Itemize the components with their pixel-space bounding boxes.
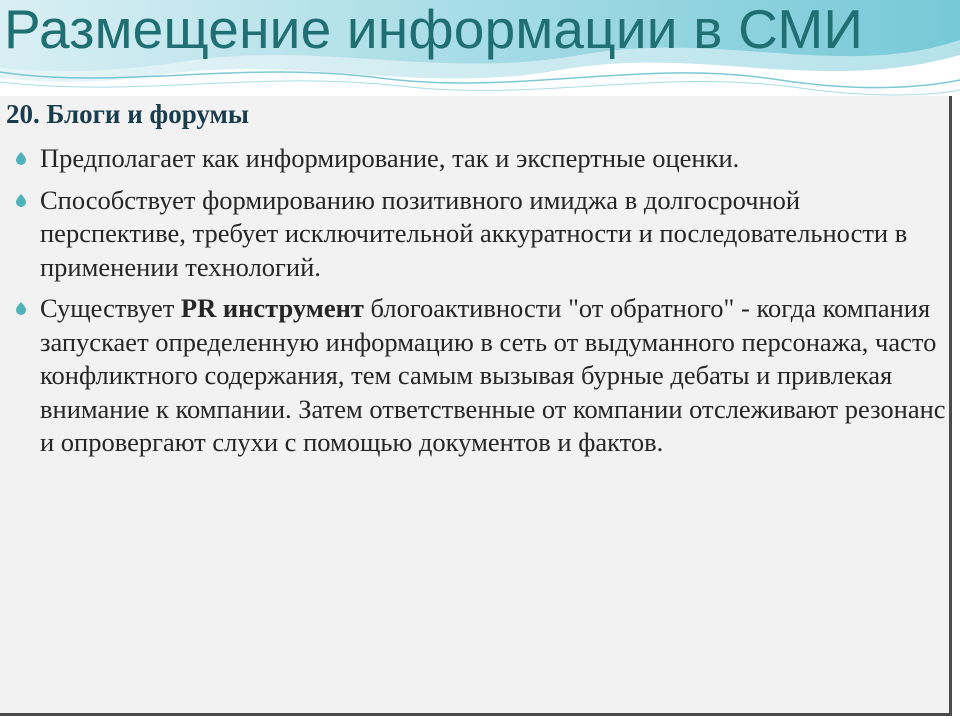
teardrop-bullet-icon [14, 151, 28, 165]
section-subtitle: 20. Блоги и форумы [6, 99, 249, 129]
bullet-text-after: блогоактивности "от обратного" - когда компания запускает определенную информацию в сеть от выдуманного персонажа, часто конфликтного содержания, тем самым вызывая бурные дебаты и привлекая внимание к компании. Затем ответственные от компании отслеживают резонанс и опровергают слухи с помощью документов и фактов. [40, 293, 946, 457]
bullet-item [14, 184, 950, 285]
bullet-text-bold: PR инструмент [180, 293, 364, 323]
slide-title: Размещение информации в СМИ [4, 0, 864, 60]
bullet-item [14, 292, 950, 460]
bullet-text: Предполагает как информирование, так и экспертные оценки. [40, 143, 740, 173]
teardrop-bullet-icon [14, 193, 28, 207]
bullet-text [40, 293, 946, 457]
bullet-list [14, 142, 950, 468]
bullet-text: Способствует формированию позитивного имиджа в долгосрочной перспективе, требует исключительной аккуратности и последовательности в применении технологий. [40, 184, 908, 282]
teardrop-bullet-icon [14, 301, 28, 315]
bullet-text-before: Существует [40, 293, 181, 323]
bullet-item [14, 142, 950, 176]
